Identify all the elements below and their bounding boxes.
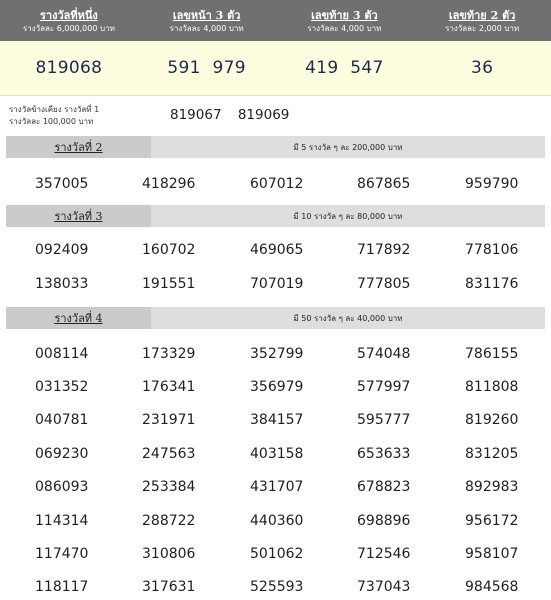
- prize-number: 819260: [465, 412, 519, 428]
- prize-number: 403158: [250, 446, 304, 462]
- first-prize-amount: รางวัลละ 6,000,000 บาท: [22, 23, 115, 33]
- table-row: [0, 239, 551, 261]
- header-front-three: [138, 0, 276, 41]
- header-first-prize: [0, 0, 138, 41]
- table-row: [0, 543, 551, 565]
- adjacent-number: 819067: [170, 107, 222, 123]
- last-three-numbers: 419 547: [305, 58, 384, 78]
- header-last-three: [276, 0, 414, 41]
- prize-number: 118117: [35, 579, 89, 595]
- prize-number: 777805: [357, 276, 411, 292]
- top-numbers-row: [0, 41, 551, 96]
- table-row: [0, 443, 551, 465]
- prize-number: 114314: [35, 513, 89, 529]
- front-three-link[interactable]: เลขหน้า 3 ตัว: [172, 8, 241, 22]
- table-row: [0, 409, 551, 431]
- prize-number: 956172: [465, 513, 519, 529]
- table-row: [0, 376, 551, 398]
- prize-number: 231971: [142, 412, 196, 428]
- prize4-description: มี 50 รางวัล ๆ ละ 40,000 บาท: [293, 313, 403, 323]
- prize3-description: มี 10 รางวัล ๆ ละ 80,000 บาท: [293, 211, 403, 221]
- prize-number: 431707: [250, 479, 304, 495]
- prize-number: 958107: [465, 546, 519, 562]
- prize-number: 040781: [35, 412, 89, 428]
- prize-number: 173329: [142, 346, 196, 362]
- prize-number: 288722: [142, 513, 196, 529]
- prize-number: 811808: [465, 379, 519, 395]
- prize-number: 069230: [35, 446, 89, 462]
- prize-number: 984568: [465, 579, 519, 595]
- prize2-bar: [6, 136, 545, 158]
- prize-number: 357005: [35, 176, 89, 192]
- adjacent-prize-label: [9, 104, 99, 128]
- prize-number: 577997: [357, 379, 411, 395]
- prize4-title-link[interactable]: รางวัลที่ 4: [6, 307, 151, 329]
- adjacent-prize-amount: รางวัลละ 100,000 บาท: [9, 117, 94, 126]
- prize-number: 525593: [250, 579, 304, 595]
- front-three-amount: รางวัลละ 4,000 บาท: [169, 23, 244, 33]
- last-two-amount: รางวัลละ 2,000 บาท: [445, 23, 520, 33]
- last-three-link[interactable]: เลขท้าย 3 ตัว: [311, 8, 378, 22]
- prize-number: 031352: [35, 379, 89, 395]
- prize-number: 086093: [35, 479, 89, 495]
- prize-number: 698896: [357, 513, 411, 529]
- prize-number: 356979: [250, 379, 304, 395]
- adjacent-number: 819069: [237, 107, 290, 123]
- table-row: [0, 576, 551, 598]
- prize-number: 574048: [357, 346, 411, 362]
- first-prize-number: 819068: [35, 58, 103, 78]
- prize3-bar: [6, 205, 545, 227]
- prize-number: 831205: [465, 446, 519, 462]
- prize-number: 384157: [250, 412, 304, 428]
- prize-number: 653633: [357, 446, 411, 462]
- front-three-numbers: 591 979: [167, 58, 246, 78]
- prize-header-row: [0, 0, 551, 41]
- prize-number: 717892: [357, 242, 411, 258]
- prize4-bar: [6, 307, 545, 329]
- table-row: [0, 343, 551, 365]
- prize-number: 959790: [465, 176, 519, 192]
- prize-number: 501062: [250, 546, 304, 562]
- table-row: [0, 476, 551, 498]
- table-row: [0, 273, 551, 295]
- last-two-link[interactable]: เลขท้าย 2 ตัว: [448, 8, 516, 22]
- prize-number: 247563: [142, 446, 196, 462]
- prize-number: 892983: [465, 479, 519, 495]
- prize-number: 778106: [465, 242, 519, 258]
- last-two-number: 36: [471, 58, 494, 78]
- prize-number: 831176: [465, 276, 519, 292]
- prize-number: 595777: [357, 412, 411, 428]
- adjacent-prize-numbers: [170, 107, 301, 123]
- prize-number: 092409: [35, 242, 89, 258]
- prize-number: 440360: [250, 513, 304, 529]
- prize-number: 867865: [357, 176, 411, 192]
- prize-number: 707019: [250, 276, 304, 292]
- prize2-description: มี 5 รางวัล ๆ ละ 200,000 บาท: [293, 142, 403, 152]
- prize-number: 678823: [357, 479, 411, 495]
- adjacent-prize-title: รางวัลข้างเคียง รางวัลที่ 1: [9, 105, 100, 114]
- prize-number: 737043: [357, 579, 411, 595]
- prize-number: 176341: [142, 379, 196, 395]
- prize-number: 253384: [142, 479, 196, 495]
- prize-number: 607012: [250, 176, 304, 192]
- prize-number: 191551: [142, 276, 196, 292]
- prize2-title-link[interactable]: รางวัลที่ 2: [6, 136, 151, 158]
- prize-number: 138033: [35, 276, 89, 292]
- prize-number: 310806: [142, 546, 196, 562]
- header-last-two: [413, 0, 551, 41]
- table-row: [0, 510, 551, 532]
- prize-number: 008114: [35, 346, 89, 362]
- prize-number: 117470: [35, 546, 89, 562]
- table-row: [0, 173, 551, 195]
- prize-number: 352799: [250, 346, 304, 362]
- prize-number: 317631: [142, 579, 196, 595]
- prize-number: 786155: [465, 346, 519, 362]
- first-prize-link[interactable]: รางวัลที่หนึ่ง: [39, 8, 98, 22]
- last-three-amount: รางวัลละ 4,000 บาท: [307, 23, 382, 33]
- prize-number: 712546: [357, 546, 411, 562]
- prize-number: 160702: [142, 242, 196, 258]
- prize3-title-link[interactable]: รางวัลที่ 3: [6, 205, 151, 227]
- prize-number: 469065: [250, 242, 304, 258]
- prize-number: 418296: [142, 176, 196, 192]
- adjacent-prize-row: [0, 97, 551, 133]
